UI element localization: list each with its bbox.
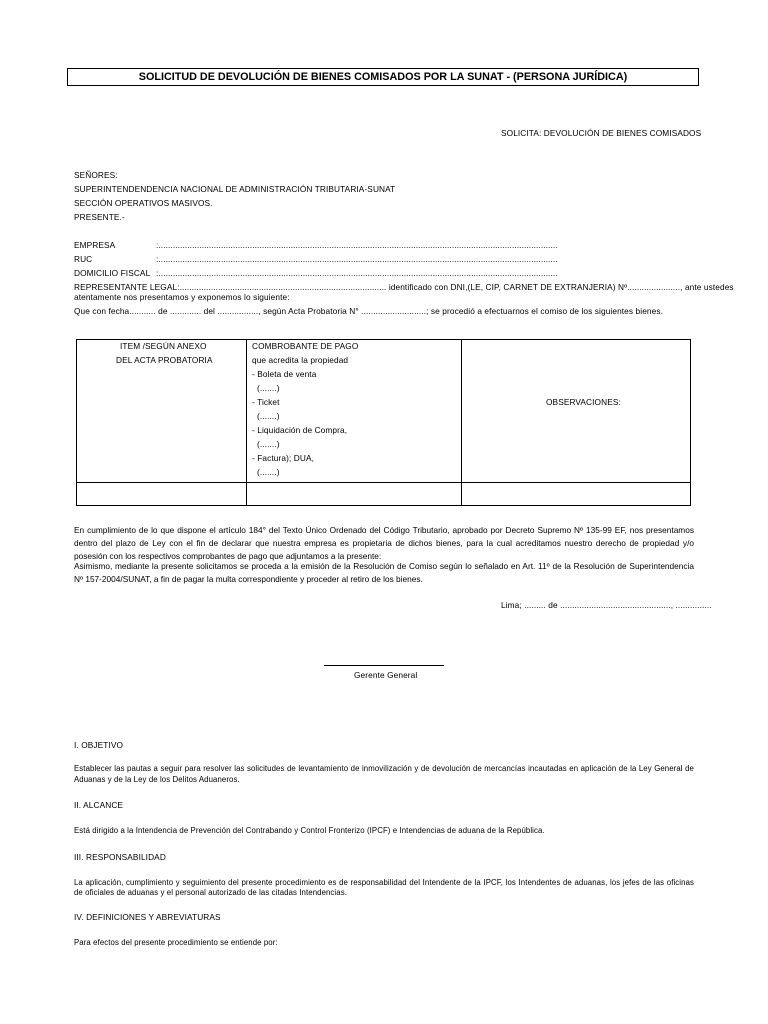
representante-line-2: atentamente nos presentamos y exponemos lo siguiente: xyxy=(74,292,290,302)
col-comprobante-subheader: que acredita la propiedad xyxy=(252,355,349,365)
comprobante-option: - Boleta de venta xyxy=(252,369,317,379)
intro-line: Que con fecha........... de ............. del ................., según Acta Probatoria N° ...........................; se procedió a efectuarnos el comiso de los siguientes bienes. xyxy=(74,306,664,316)
addressee-line-2: SUPERINTENDENDENCIA NACIONAL DE ADMINISTRACIÓN TRIBUTARIA-SUNAT xyxy=(74,184,396,194)
addressee-line-1: SEÑORES: xyxy=(74,170,118,180)
col-observaciones-header: OBSERVACIONES: xyxy=(546,397,621,407)
title-box xyxy=(67,68,699,86)
section-1-text: Establecer las pautas a seguir para resolver las solicitudes de levantamiento de inmovilización y de devolución de mercancías incautadas en aplicación de la Ley General de Aduanas y de la Ley de los Delitos Aduaneros. xyxy=(74,764,694,784)
table-divider xyxy=(461,340,462,505)
comprobante-blank: (.......) xyxy=(257,411,280,421)
empresa-field: :...................................................................................................................................................................... xyxy=(156,240,558,250)
solicita-line: SOLICITA: DEVOLUCIÓN DE BIENES COMISADOS xyxy=(501,128,702,138)
section-1-title: I. OBJETIVO xyxy=(74,740,124,750)
date-line: Lima; ......... de .............................................., ............... xyxy=(501,600,712,610)
body-paragraph-2: Asimismo, mediante la presente solicitamos se proceda a la emisión de la Resolución de Comiso según lo señalado en Art. 11º de la Resolución de Superintendencia Nº 157-2004/SUNAT, a fin de pagar la multa correspondiente y proceder al retiro de los bienes. xyxy=(74,561,694,584)
col-item-header-1: ITEM /SEGÚN ANEXO xyxy=(120,341,207,351)
addressee-line-3: SECCIÓN OPERATIVOS MASIVOS. xyxy=(74,198,213,208)
comprobante-option: - Factura); DUA, xyxy=(252,453,314,463)
domicilio-label: DOMICILIO FISCAL xyxy=(74,268,151,278)
signature-label: Gerente General xyxy=(354,670,418,680)
ruc-field: :...................................................................................................................................................................... xyxy=(156,254,558,264)
section-4-text: Para efectos del presente procedimiento se entiende por: xyxy=(74,938,278,947)
comprobante-option: - Liquidación de Compra, xyxy=(252,425,348,435)
table-divider xyxy=(246,340,247,505)
table-divider xyxy=(77,482,690,483)
section-3-title: III. RESPONSABILIDAD xyxy=(74,852,166,862)
addressee-line-4: PRESENTE.- xyxy=(74,212,125,222)
col-comprobante-header: COMBROBANTE DE PAGO xyxy=(252,341,359,351)
body-paragraph-1: En cumplimiento de lo que dispone el artículo 184° del Texto Único Ordenado del Código Tributario, aprobado por Decreto Supremo Nº 135-99 EF, nos presentamos dentro del plazo de Ley con el fin de declarar que nuestra empresa es propietaria de dichos bienes, para la cual acreditamos nuestro derecho de propiedad y/o posesión con los respectivos comprobantes de pago que adjuntamos a la presente: xyxy=(74,525,694,561)
comprobante-blank: (.......) xyxy=(257,439,280,449)
goods-table xyxy=(76,339,691,506)
col-item-header-2: DEL ACTA PROBATORIA xyxy=(116,355,213,365)
section-2-text: Está dirigido a la Intendencia de Prevención del Contrabando y Control Fronterizo (IPCF) e Intendencias de aduana de la República. xyxy=(74,826,545,835)
comprobante-option: - Ticket xyxy=(252,397,280,407)
comprobante-blank: (.......) xyxy=(257,467,280,477)
section-2-title: II. ALCANCE xyxy=(74,800,124,810)
comprobante-blank: (.......) xyxy=(257,383,280,393)
section-4-title: IV. DEFINICIONES Y ABREVIATURAS xyxy=(74,912,221,922)
representante-line-1: REPRESENTANTE LEGAL:...................................................................................... identificado con DNI,(LE, CIP, CARNET DE EXTRANJERIA) Nº......................, ante ustedes xyxy=(74,282,734,292)
section-3-text: La aplicación, cumplimiento y seguimiento del presente procedimiento es de responsabilidad del Intendente de la IPCF, los Intendentes de aduanas, los jefes de las oficinas de oficiales de aduanas y el personal autorizado de las citadas Intendencias. xyxy=(74,878,694,897)
signature-line xyxy=(324,665,444,666)
ruc-label: RUC xyxy=(74,254,93,264)
empresa-label: EMPRESA xyxy=(74,240,116,250)
document-title: SOLICITUD DE DEVOLUCIÓN DE BIENES COMISADOS POR LA SUNAT - (PERSONA JURÍDICA) xyxy=(138,71,628,83)
domicilio-field: :...................................................................................................................................................................... xyxy=(156,268,558,278)
